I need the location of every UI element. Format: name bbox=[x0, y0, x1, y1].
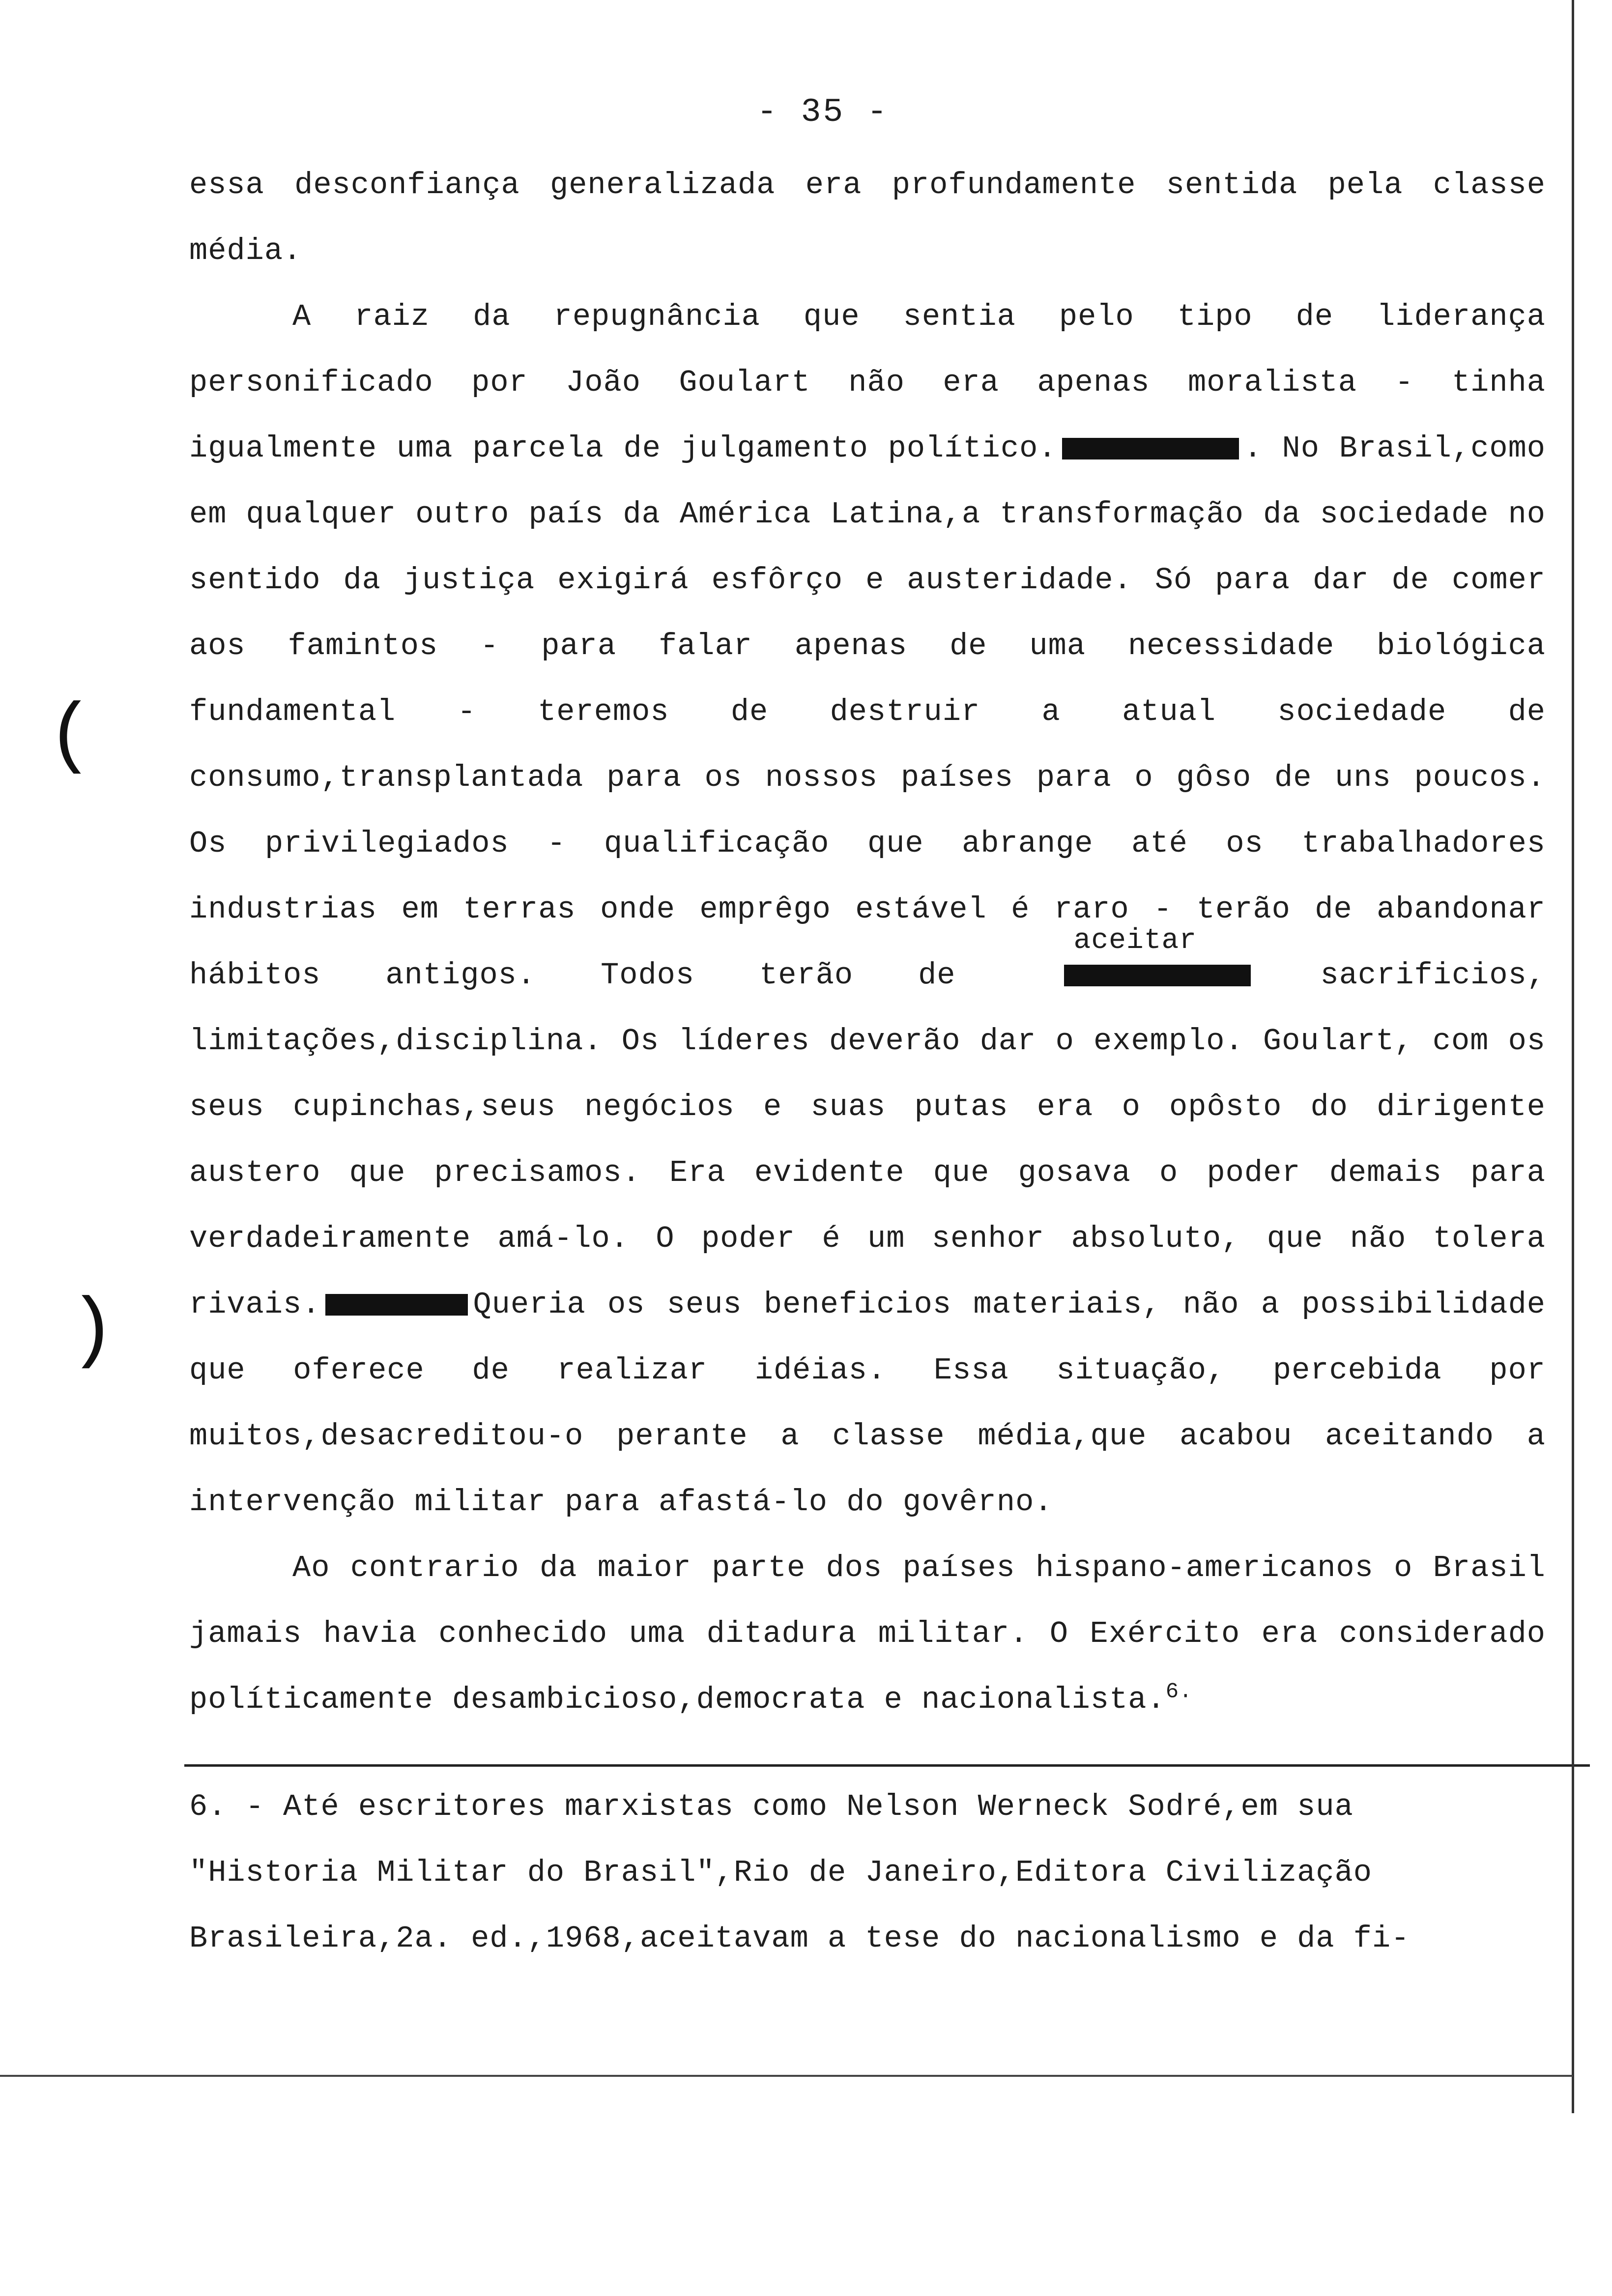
paragraph-3-text: Ao contrario da maior parte dos países hispano-americanos o Brasil jamais havia conhecido uma ditadura militar. O Exército era considerado políticamente desambicioso,democrata e nacionalista. bbox=[189, 1550, 1546, 1717]
paragraph-2-text: A raiz da repugnância que sentia pelo tipo de liderança personificado por João Goulart não era apenas moralista - tinha igualmente uma parcela de julgamento político. bbox=[189, 299, 1546, 466]
footnote bbox=[189, 1774, 1516, 1972]
paragraph-3 bbox=[189, 1535, 1546, 1733]
binder-hole-mark-icon: ( bbox=[47, 692, 94, 781]
handwritten-insert: aceitar bbox=[1073, 925, 1197, 957]
paragraph-2-cont2: sacrificios, limitações,disciplina. Os líderes deverão dar o exemplo. Goulart, com os seus cupinchas,seus negócios e suas putas era o opôsto do dirigente austero que precisamos. Era evidente que gosava o poder demais para verdadeiramente amá-lo. O poder é um senhor absoluto, que não tolera rivais. bbox=[189, 958, 1546, 1322]
footnote-rule bbox=[184, 1764, 1590, 1767]
binder-hole-mark-icon: ) bbox=[69, 1287, 116, 1376]
insertion-mark bbox=[956, 925, 1256, 1008]
page-number: - 35 - bbox=[757, 93, 889, 131]
paragraph-2 bbox=[189, 284, 1546, 1535]
body-text bbox=[189, 152, 1546, 1733]
bottom-rule bbox=[0, 2075, 1573, 2077]
paragraph-2-cont3: Queria os seus beneficios materiais, não a possibilidade que oferece de realizar idéias. Essa situação, percebida por muitos,desacreditou-o perante a classe média,que acabou aceitando a intervenção militar para afastá-lo do govêrno. bbox=[189, 1287, 1546, 1520]
redaction-bar bbox=[325, 1294, 468, 1316]
paragraph-2-cont: . No Brasil,como em qualquer outro país da América Latina,a transformação da sociedade no sentido da justiça exigirá esfôrço e austeridade. Só para dar de comer aos famintos - para falar apenas de uma necessidade biológica fundamental - teremos de destruir a atual sociedade de consumo,transplantada para os nossos países para o gôso de uns poucos. Os privilegiados - qualificação que abrange até os trabalhadores industrias em terras onde emprêgo estável é raro - terão de abandonar hábitos antigos. Todos terão de bbox=[189, 431, 1546, 993]
footnote-ref: 6. bbox=[1165, 1679, 1193, 1704]
footnote-text: 6. - Até escritores marxistas como Nelson Werneck Sodré,em sua "Historia Militar do Brasil",Rio de Janeiro,Editora Civilização Brasileira,2a. ed.,1968,aceitavam a tese do nacionalismo e da fi- bbox=[189, 1789, 1410, 1956]
redaction-bar bbox=[1062, 438, 1239, 459]
paragraph-1: essa desconfiança generalizada era profundamente sentida pela classe média. bbox=[189, 168, 1546, 268]
right-border-line bbox=[1572, 0, 1574, 2113]
